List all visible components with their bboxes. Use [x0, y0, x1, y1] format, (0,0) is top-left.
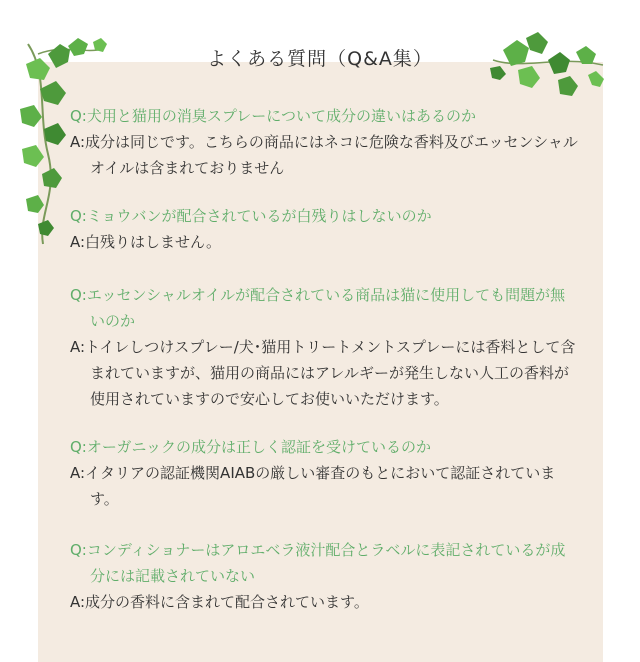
faq-question: Q:犬用と猫用の消臭スプレーについて成分の違いはあるのか [70, 107, 476, 125]
faq-question: Q:コンディショナーはアロエベラ液汁配合とラベルに表記されているが成分には記載されていない [70, 541, 566, 585]
faq-item [70, 434, 580, 512]
faq-question: Q:エッセンシャルオイルが配合されている商品は猫に使用しても問題が無いのか [70, 286, 566, 330]
faq-item [70, 282, 580, 412]
page-title: よくある質問（Q&A集） [207, 48, 433, 70]
faq-item [70, 203, 580, 255]
faq-answer: A:白残りはしません。 [70, 233, 221, 251]
faq-question: Q:ミョウバンが配合されているが白残りはしないのか [70, 207, 432, 225]
faq-item [70, 103, 580, 181]
faq-answer: A:イタリアの認証機関AIABの厳しい審査のもとにおいて認証されています。 [70, 464, 556, 508]
faq-question: Q:オーガニックの成分は正しく認証を受けているのか [70, 438, 431, 456]
faq-answer: A:トイレしつけスプレー/犬･猫用トリートメントスプレーには香料として含まれていますが、猫用の商品にはアレルギーが発生しない人工の香料が使用されていますので安心してお使いいただけます。 [70, 338, 576, 408]
faq-item [70, 537, 580, 615]
faq-answer: A:成分は同じです。こちらの商品にはネコに危険な香料及びエッセンシャルオイルは含まれておりません [70, 133, 578, 177]
faq-answer: A:成分の香料に含まれて配合されています。 [70, 593, 369, 611]
